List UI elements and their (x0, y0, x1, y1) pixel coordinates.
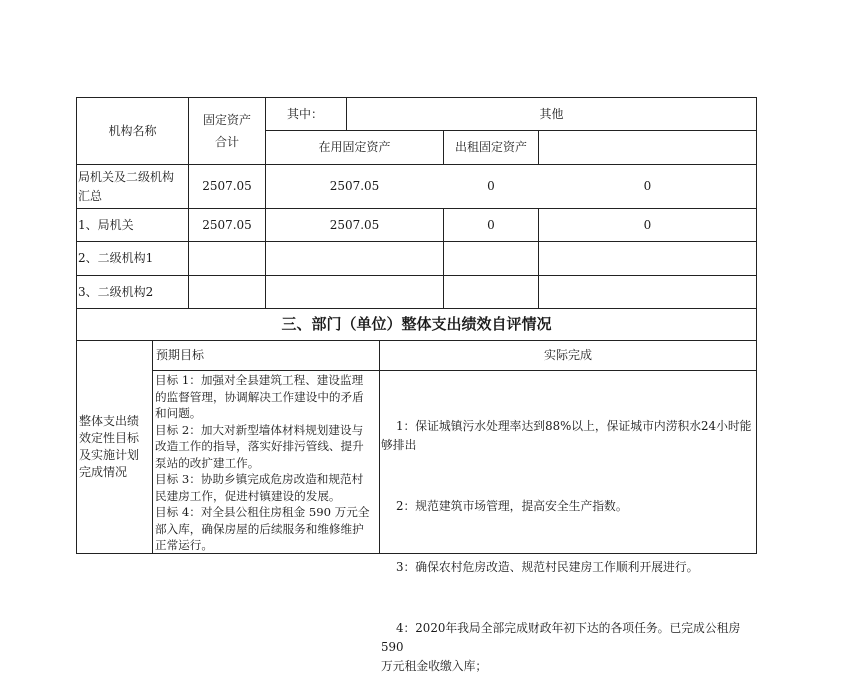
header-expected-goals (156, 341, 378, 370)
header-other (347, 98, 756, 130)
expected-goals-content: 目标 1：加强对全县建筑工程、建设监理 的监督管理，协调解决工作建设中的矛盾 和问题。 目标 2：加大对新型墙体材料规划建设与 改造工作的指导，落实好排污管线、提升 泵站的改扩建工作。 目标 3：协助乡镇完成危房改造和规范村 民建房工作，促进村镇建设的发展。 目标 4：对全县公租住房租金 590 万元全 部入库，确保房屋的后续服务和维修维护 正常运行。 (155, 373, 370, 552)
actual-item (381, 539, 755, 596)
row-name-line1: 局机关及二级机构 (78, 169, 175, 184)
table-row-bureau-in-use (266, 209, 443, 241)
row-other-value: 0 (643, 179, 652, 193)
row-rented-value: 0 (487, 179, 495, 193)
header-org-name-label: 机构名称 (108, 123, 157, 138)
row-rented-value: 0 (487, 217, 495, 232)
header-fixed-assets-total (189, 98, 265, 164)
header-expected-goals-label: 预期目标 (156, 348, 205, 362)
performance-label-text: 整体支出绩 效定性目标 及实施计划 完成情况 (79, 414, 140, 479)
table-row-bureau-rented (444, 209, 538, 241)
table-row-unit2-name (78, 276, 188, 308)
table-row-summary-other (539, 165, 756, 208)
header-rented-out (444, 131, 538, 164)
header-actual-completion (380, 341, 756, 370)
row-total-value: 2507.05 (202, 217, 252, 232)
actual-item-text: 3：确保农村危房改造、规范村民建房工作顺利开展进行。 (396, 560, 699, 574)
expected-goals-text (155, 372, 379, 553)
grid-line (756, 97, 757, 553)
table-row-bureau-other (539, 209, 756, 241)
header-in-use-label: 在用固定资产 (318, 140, 391, 154)
row-name: 1、局机关 (78, 217, 134, 232)
row-in-use-value: 2507.05 (329, 217, 380, 232)
header-other-label: 其他 (539, 106, 564, 121)
table-row-summary-in-use (266, 165, 443, 208)
table-row-summary-name (78, 165, 188, 208)
table-row-bureau-name (78, 209, 188, 241)
header-among-label: 其中： (287, 106, 324, 121)
actual-item (381, 398, 755, 474)
header-among (287, 98, 346, 130)
grid-line (152, 340, 153, 553)
row-name: 3、二级机构2 (78, 284, 154, 299)
header-in-use (266, 131, 443, 164)
actual-item-text: 1：保证城镇污水处理率达到88%以上，保证城市内涝积水24小时能 够排出 (381, 419, 752, 452)
actual-item (381, 600, 755, 695)
grid-line (538, 130, 539, 164)
header-rented-out-label: 出租固定资产 (454, 140, 527, 154)
header-actual-completion-label: 实际完成 (543, 348, 592, 362)
row-in-use-value: 2507.05 (329, 179, 380, 193)
header-org-name (77, 98, 188, 164)
table-row-unit1-name (78, 242, 188, 275)
actual-completion-list (381, 398, 755, 695)
row-other-value: 0 (643, 217, 652, 232)
row-total-value: 2507.05 (202, 179, 252, 193)
section-title (77, 309, 756, 340)
actual-item-text: 2：规范建筑市场管理，提高安全生产指数。 (396, 499, 628, 513)
actual-item (381, 478, 755, 535)
header-fixed-assets-total-line1: 固定资产 (202, 113, 251, 127)
performance-label (79, 341, 152, 553)
table-row-summary-rented (444, 165, 538, 208)
table-row-bureau-total (189, 209, 265, 241)
section-title-text: 三、部门（单位）整体支出绩效自评情况 (281, 315, 552, 333)
header-fixed-assets-total-line2: 合计 (214, 135, 239, 149)
grid-line (152, 370, 757, 371)
actual-item-text: 4：2020年我局全部完成财政年初下达的各项任务。已完成公租房590 万元租金收缴入库； (381, 621, 741, 673)
table-row-summary-total (189, 165, 265, 208)
grid-line (379, 340, 380, 553)
row-name: 2、二级机构1 (78, 251, 154, 265)
row-name-line2: 汇总 (78, 188, 103, 203)
